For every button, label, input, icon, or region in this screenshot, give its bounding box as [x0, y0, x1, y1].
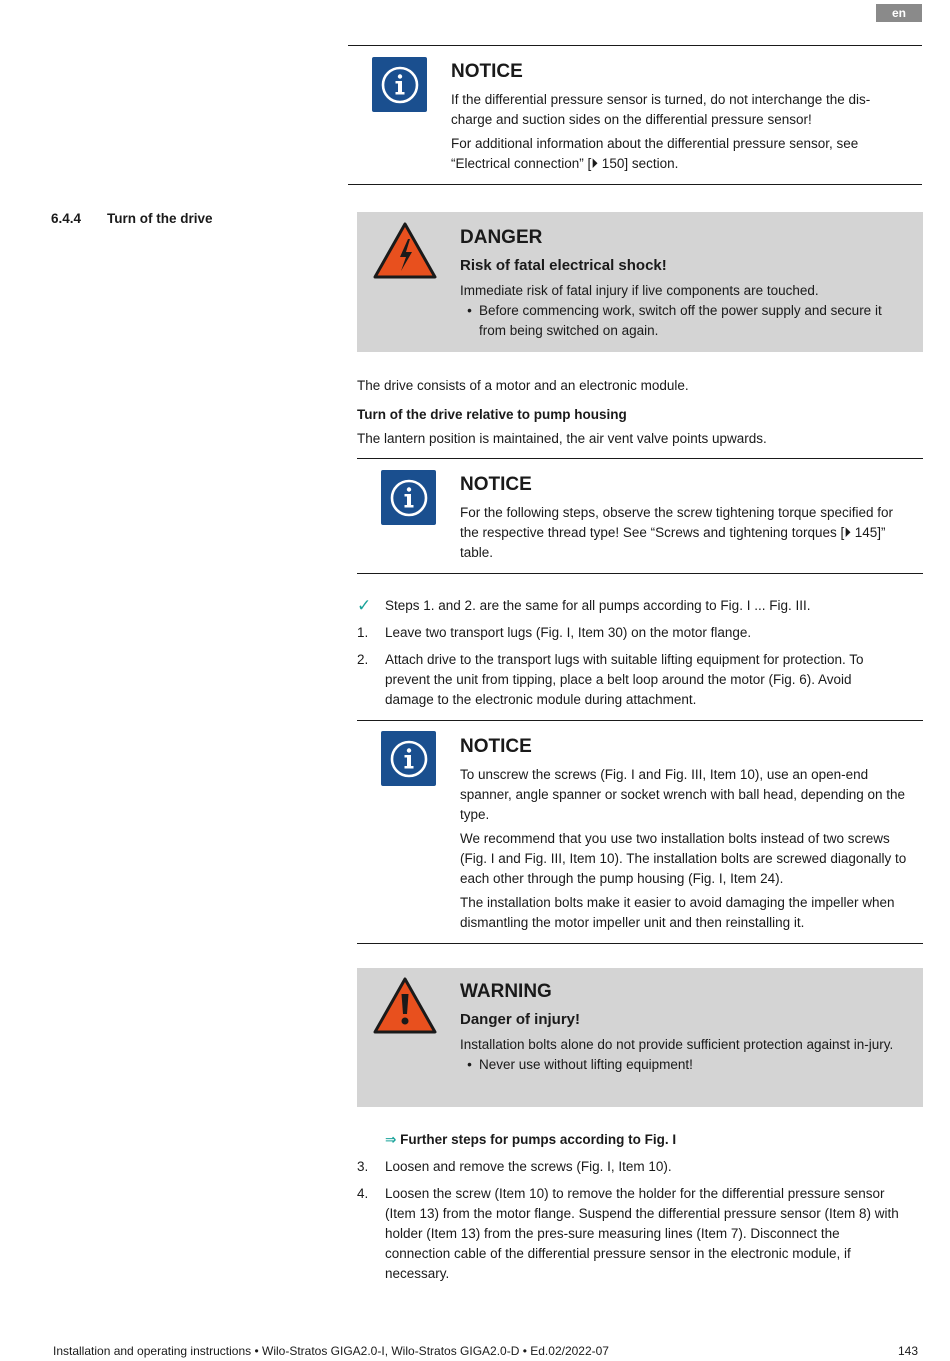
step-number: 4.: [357, 1186, 369, 1201]
divider: [348, 184, 922, 185]
notice-3: [460, 735, 915, 937]
bullet-dot: •: [467, 303, 472, 318]
divider: [348, 45, 922, 46]
notice-1: [451, 60, 901, 178]
notice-paragraph: The installation bolts make it easier to avoid damaging the impeller when dismantling the motor impeller unit and then reinstalling it.: [460, 895, 895, 930]
list-item: [357, 1184, 907, 1284]
warning-text: Installation bolts alone do not provide sufficient protection against in-jury.: [460, 1037, 894, 1052]
list-item: [357, 1157, 907, 1177]
subheading: Turn of the drive relative to pump housing: [357, 407, 627, 422]
warning-bullet-text: Never use without lifting equipment!: [479, 1057, 693, 1072]
danger-bullet: [460, 301, 910, 341]
intro: [357, 376, 923, 453]
precondition-text: Steps 1. and 2. are the same for all pumps according to Fig. I ... Fig. III.: [385, 598, 811, 613]
steps-list-b: [357, 1130, 907, 1284]
section-title: Turn of the drive: [107, 211, 213, 226]
step-number: 2.: [357, 652, 369, 667]
intro-paragraph: The drive consists of a motor and an electronic module.: [357, 378, 689, 393]
page-number: 143: [898, 1344, 919, 1358]
notice-paragraph: To unscrew the screws (Fig. I and Fig. III, Item 10), use an open-end spanner, angle spanner or socket wrench with ball head, depending on the type.: [460, 767, 906, 822]
notice-title: NOTICE: [451, 61, 523, 82]
divider: [357, 573, 923, 574]
warning-icon: [372, 976, 438, 1042]
notice-paragraph: For additional information about the differential pressure sensor, see “Electrical connection” [⏵ 150] section.: [451, 136, 859, 171]
danger-box: [357, 212, 923, 352]
notice-paragraph: If the differential pressure sensor is turned, do not interchange the dis-charge and suction sides on the differential pressure sensor!: [451, 92, 871, 127]
result-heading: [357, 1130, 907, 1150]
step-text: Attach drive to the transport lugs with suitable lifting equipment for protection. To prevent the unit from tipping, place a belt loop around the motor (Fig. 6). Avoid damage to the electronic module during attachment.: [385, 652, 864, 707]
divider: [357, 458, 923, 459]
bullet-dot: •: [467, 1057, 472, 1072]
info-icon: [381, 470, 436, 525]
step-text: Loosen the screw (Item 10) to remove the holder for the differential pressure sensor (Item 13) from the motor flange. Suspend the differential pressure sensor (Item 8) with holder (Item 13) from the pres-sure measuring lines (Item 7). Disconnect the connection cable of the differential pressure sensor in the electronic module, if necessary.: [385, 1186, 899, 1281]
warning-bullet: [460, 1055, 900, 1075]
arrow-icon: ⇒: [385, 1132, 397, 1147]
step-number: 1.: [357, 625, 369, 640]
step-text: Loosen and remove the screws (Fig. I, Item 10).: [385, 1159, 672, 1174]
intro-paragraph: The lantern position is maintained, the air vent valve points upwards.: [357, 431, 767, 446]
danger-bullet-text: Before commencing work, switch off the power supply and secure it from being switched on again.: [479, 303, 882, 338]
precondition: [357, 596, 902, 616]
info-icon: [381, 731, 436, 786]
step-number: 3.: [357, 1159, 369, 1174]
info-icon: [372, 57, 427, 112]
notice-title: NOTICE: [460, 474, 532, 495]
list-item: [357, 623, 902, 643]
result-heading-text: Further steps for pumps according to Fig. I: [400, 1132, 677, 1147]
step-text: Leave two transport lugs (Fig. I, Item 30) on the motor flange.: [385, 625, 752, 640]
danger-subtitle: Risk of fatal electrical shock!: [460, 257, 667, 274]
divider: [357, 943, 923, 944]
warning-subtitle: Danger of injury!: [460, 1011, 581, 1028]
footer-text: Installation and operating instructions • Wilo-Stratos GIGA2.0-I, Wilo-Stratos GIGA2.0-D • Ed.02/2022-07: [53, 1344, 609, 1358]
language-tab: en: [876, 4, 922, 22]
notice-paragraph: We recommend that you use two installation bolts instead of two screws (Fig. I and Fig. III, Item 10). The installation bolts are screwed diagonally to each other through the pump housing (Fig. I, Item 24).: [460, 831, 907, 886]
notice-paragraph: For the following steps, observe the screw tightening torque specified for the respective thread type! See “Screws and tightening torques [⏵ 145]” table.: [460, 505, 893, 560]
notice-2: [460, 473, 905, 567]
check-icon: ✓: [357, 596, 372, 615]
list-item: [357, 650, 902, 710]
warning-title: WARNING: [460, 981, 552, 1002]
danger-text: Immediate risk of fatal injury if live components are touched.: [460, 283, 819, 298]
electric-hazard-icon: [372, 221, 438, 287]
warning-box: [357, 968, 923, 1107]
steps-list-a: [357, 596, 902, 710]
divider: [357, 720, 923, 721]
danger-title: DANGER: [460, 227, 543, 248]
section-number: 6.4.4: [51, 211, 82, 226]
notice-title: NOTICE: [460, 736, 532, 757]
